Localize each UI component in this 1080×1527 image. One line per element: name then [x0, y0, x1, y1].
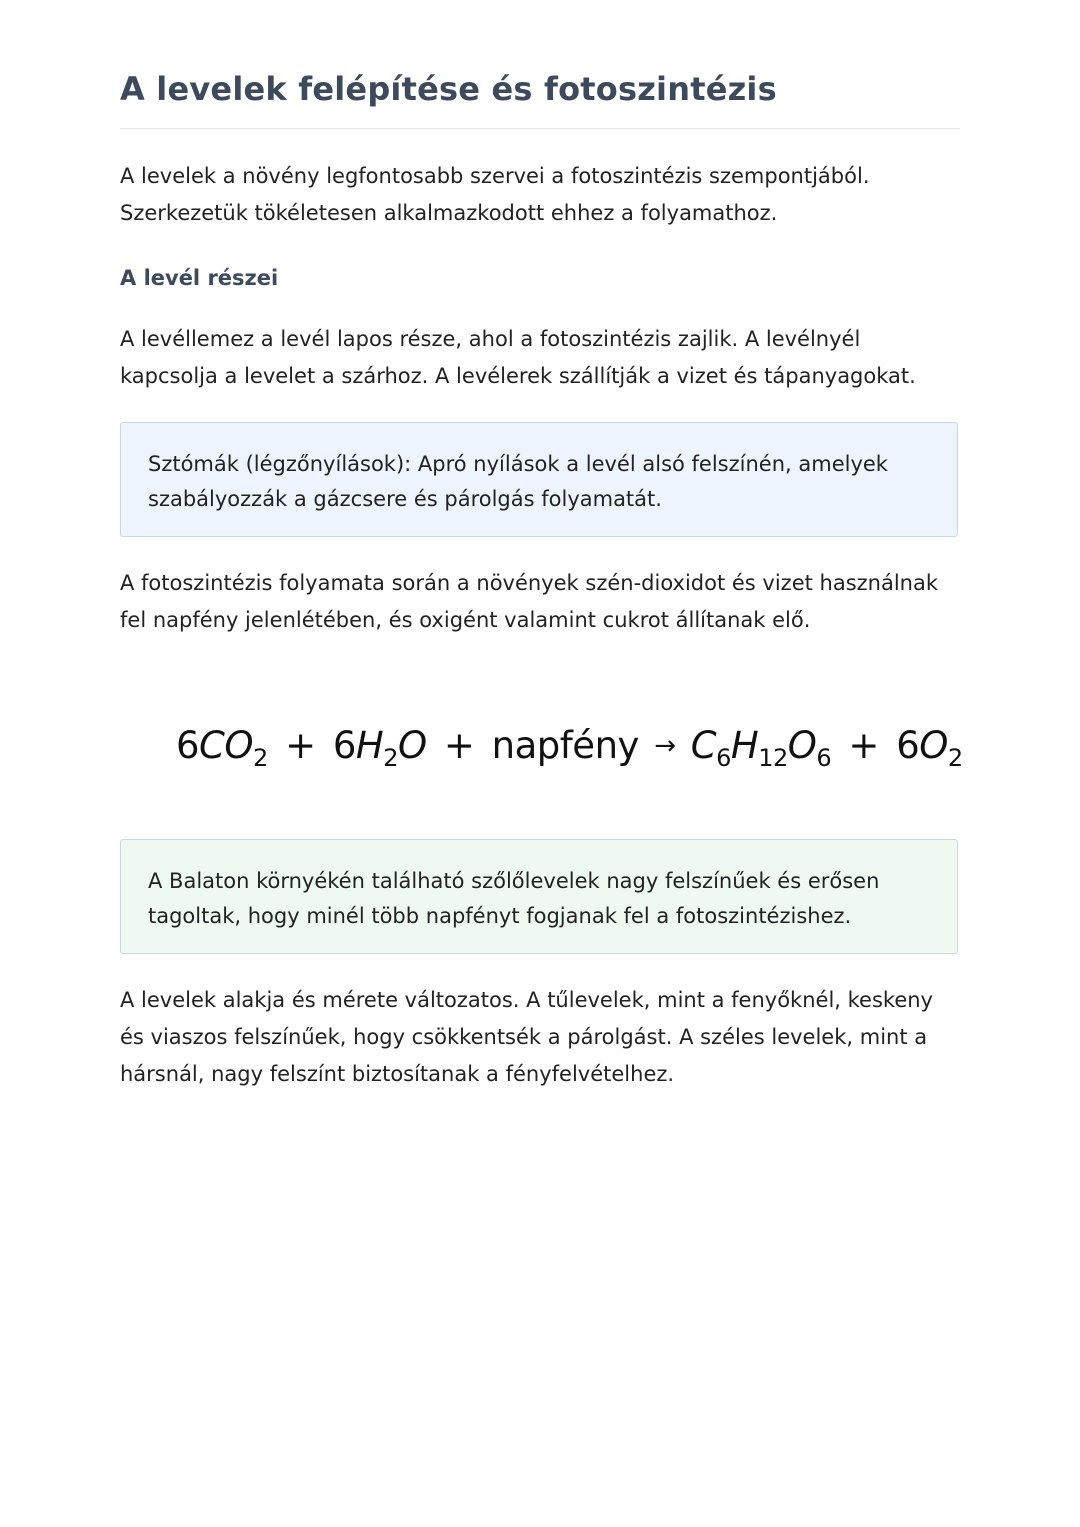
- eq-plus: +: [285, 724, 316, 767]
- eq-sub: 6: [716, 744, 731, 772]
- section-heading: A levél részei: [120, 266, 279, 290]
- eq-sunlight: napfény: [491, 724, 639, 767]
- closing-paragraph: A levelek alakja és mérete változatos. A tűlevelek, mint a fenyőknél, keskeny és viaszos felszínűek, hogy csökkentsék a párolgást. A széles levelek, mint a hársnál, nagy felszínt biztosítanak a fényfelvételhez.: [120, 988, 933, 1086]
- eq-sub: 2: [253, 744, 268, 772]
- eq-sub: 12: [758, 744, 788, 772]
- eq-co2: CO: [199, 724, 254, 767]
- eq-c: C: [690, 724, 717, 767]
- eq-coef: 6: [176, 724, 200, 767]
- eq-coef: 6: [896, 724, 920, 767]
- title-divider: [120, 128, 960, 129]
- eq-o: O: [787, 724, 817, 767]
- eq-sub: 6: [816, 744, 832, 772]
- example-box-balaton: [120, 839, 958, 954]
- photosynthesis-equation: [176, 724, 963, 772]
- example-box-text: A Balaton környékén található szőlőlevelek nagy felszínűek és erősen tagoltak, hogy minél több napfényt fogjanak fel a fotoszintézishez.: [148, 869, 880, 928]
- eq-h: H: [355, 724, 384, 767]
- page-title: A levelek felépítése és fotoszintézis: [120, 70, 777, 108]
- eq-coef: 6: [332, 724, 356, 767]
- eq-h: H: [730, 724, 759, 767]
- process-paragraph: A fotoszintézis folyamata során a növények szén-dioxidot és vizet használnak fel napfény jelenlétében, és oxigént valamint cukrot állítanak elő.: [120, 571, 939, 632]
- intro-paragraph: A levelek a növény legfontosabb szervei a fotoszintézis szempontjából. Szerkezetük tökéletesen alkalmazkodott ehhez a folyamathoz.: [120, 164, 870, 225]
- info-box-stomata: [120, 422, 958, 537]
- eq-sub: 2: [947, 744, 963, 772]
- eq-plus: +: [443, 724, 475, 767]
- info-box-text: Sztómák (légzőnyílások): Apró nyílások a levél alsó felszínén, amelyek szabályozzák a gázcsere és párolgás folyamatát.: [148, 452, 888, 511]
- eq-o2: O: [919, 724, 948, 767]
- arrow-right-icon: →: [654, 731, 676, 761]
- eq-sub: 2: [383, 744, 398, 772]
- eq-o: O: [398, 724, 427, 767]
- eq-plus: +: [848, 724, 879, 767]
- parts-paragraph: A levéllemez a levél lapos része, ahol a fotoszintézis zajlik. A levélnyél kapcsolja a levelet a szárhoz. A levélerek szállítják a vizet és tápanyagokat.: [120, 327, 916, 388]
